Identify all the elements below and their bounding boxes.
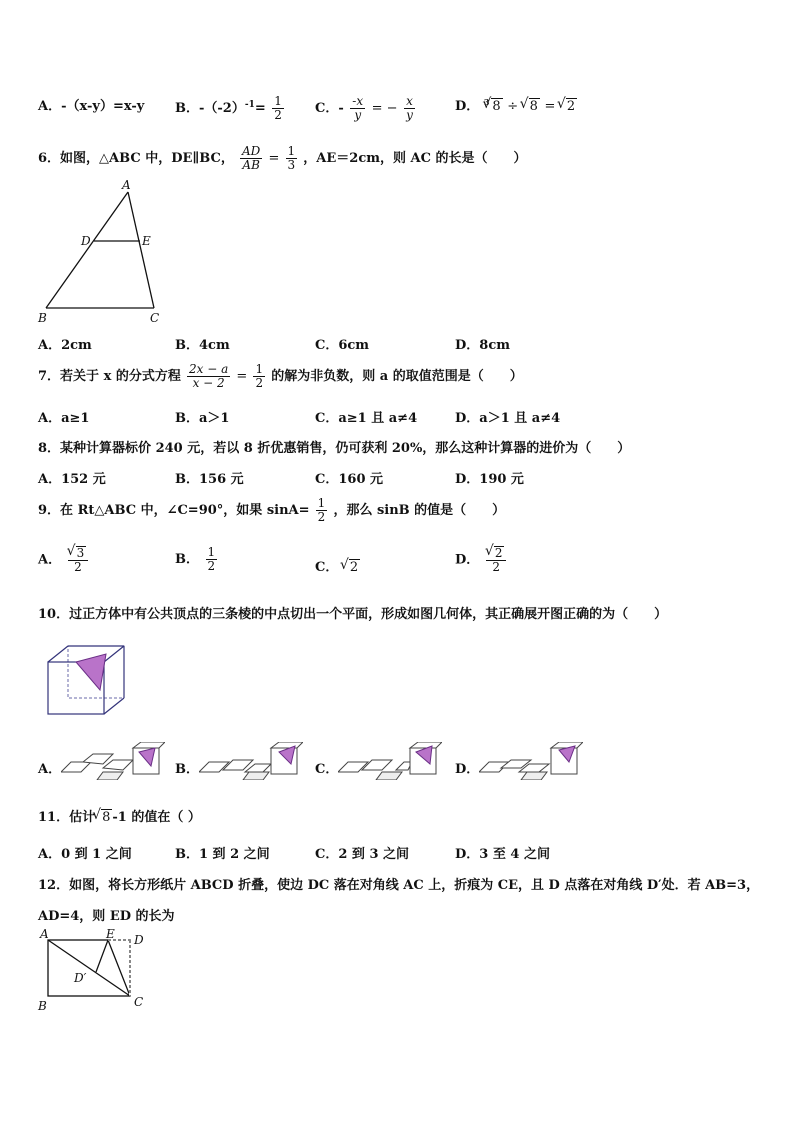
q11-option-c[interactable]: C．2 到 3 之间	[315, 847, 410, 862]
q11-stem: 11．估计√ 8 -1 的值在（ ）	[38, 806, 201, 825]
q12-label-e: E	[106, 927, 115, 941]
q7-stem: 7．若关于 x 的分式方程 $\frac{2x - a}{x - 2}$ = $\frac{1}{2}$ 的解为非负数，则 a 的取值范围是（ ）	[38, 362, 523, 391]
q9-stem: 9．在 Rt△ABC 中，∠C=90°，如果 sinA= $\frac{1}{2}$ ，那么 sinB 的值是（ ）	[38, 496, 506, 525]
q12-stem-line-1: 12．如图，将长方形纸片 ABCD 折叠，使边 DC 落在对角线 AC 上，折痕为 CE，且 D 点落在对角线 D′处．若 AB=3，	[38, 878, 760, 893]
q10-net-a-figure	[61, 742, 165, 780]
q12-stem-line-2: AD=4，则 ED 的长为	[38, 909, 175, 924]
q6-label-c: C	[150, 311, 160, 325]
q12-label-b: B	[38, 999, 47, 1013]
q10-options	[38, 742, 583, 780]
q12-rectangle-figure	[36, 926, 160, 1016]
q9-options	[38, 546, 508, 575]
q12-label-c: C	[134, 995, 144, 1009]
q10-net-d-figure	[479, 742, 583, 780]
q6-label-a: A	[122, 178, 131, 192]
q8-option-d[interactable]: D．190 元	[455, 472, 524, 487]
q5-option-c[interactable]: C．- $\frac{-x}{y}$ = − $\frac{x}{y}$	[315, 94, 413, 123]
q7-option-c[interactable]: C．a≥1 且 a≠4	[315, 411, 418, 426]
q7-options	[38, 407, 560, 426]
q11-options	[38, 843, 550, 862]
q5-option-b[interactable]: B．$-(-2)^{-1}=$ $\frac{1}{2}$	[175, 94, 282, 123]
q9-option-a[interactable]: A． √ $\frac{3}{2}$	[38, 546, 175, 575]
q6-label-b: B	[38, 311, 47, 325]
q10-option-b[interactable]: B．	[175, 742, 315, 780]
q6-options	[38, 334, 510, 353]
q10-option-c[interactable]: C．	[315, 742, 455, 780]
q10-net-b-figure	[199, 742, 303, 780]
q7-option-d[interactable]: D．a＞1 且 a≠4	[455, 411, 561, 426]
q10-option-a[interactable]: A．	[38, 742, 175, 780]
q6-label-d: D	[81, 234, 91, 248]
q11-option-b[interactable]: B．1 到 2 之间	[175, 847, 270, 862]
q10-net-c-figure	[338, 742, 442, 780]
q8-options	[38, 468, 524, 487]
q8-stem: 8．某种计算器标价 240 元，若以 8 折优惠销售，仍可获利 20%，那么这种计算器的进价为（ ）	[38, 441, 631, 456]
q10-option-d[interactable]: D．	[455, 742, 583, 780]
q7-option-a[interactable]: A．a≥1	[38, 411, 90, 426]
q6-option-c[interactable]: C．6cm	[315, 338, 370, 353]
q8-option-b[interactable]: B．156 元	[175, 472, 244, 487]
q10-stem: 10．过正方体中有公共顶点的三条棱的中点切出一个平面，形成如图几何体，其正确展开图正确的为（ ）	[38, 607, 668, 622]
q6-option-b[interactable]: B．4cm	[175, 338, 230, 353]
q6-label-e: E	[142, 234, 151, 248]
q12-label-a: A	[40, 927, 49, 941]
q8-option-a[interactable]: A．152 元	[38, 472, 106, 487]
q5-option-a[interactable]: A．-（x-y）=x-y	[38, 99, 145, 114]
q12-label-d-prime: D′	[74, 971, 87, 985]
q6-option-a[interactable]: A．2cm	[38, 338, 92, 353]
q11-option-a[interactable]: A．0 到 1 之间	[38, 847, 132, 862]
q5-options	[38, 95, 577, 122]
q6-triangle-figure	[34, 178, 174, 328]
q11-option-d[interactable]: D．3 至 4 之间	[455, 847, 550, 862]
q9-option-b[interactable]: B． $\frac{1}{2}$	[175, 545, 216, 574]
q7-option-b[interactable]: B．a＞1	[175, 411, 230, 426]
q9-option-d[interactable]: D． √ $\frac{2}{2}$	[455, 546, 508, 575]
q10-cube-figure	[40, 640, 135, 720]
q9-option-c[interactable]: C． √ 2	[315, 546, 455, 575]
q6-stem: 6．如图，△ABC 中，DE∥BC， $\frac{AD}{AB}$ = $\frac{1}{3}$ ，AE＝2cm，则 AC 的长是（ ）	[38, 144, 527, 173]
q6-option-d[interactable]: D．8cm	[455, 338, 510, 353]
q8-option-c[interactable]: C．160 元	[315, 472, 384, 487]
q12-label-d: D	[134, 933, 144, 947]
q5-option-d[interactable]: D． $^3$√ 8 ÷ √ 8 = √ 2	[455, 95, 577, 122]
